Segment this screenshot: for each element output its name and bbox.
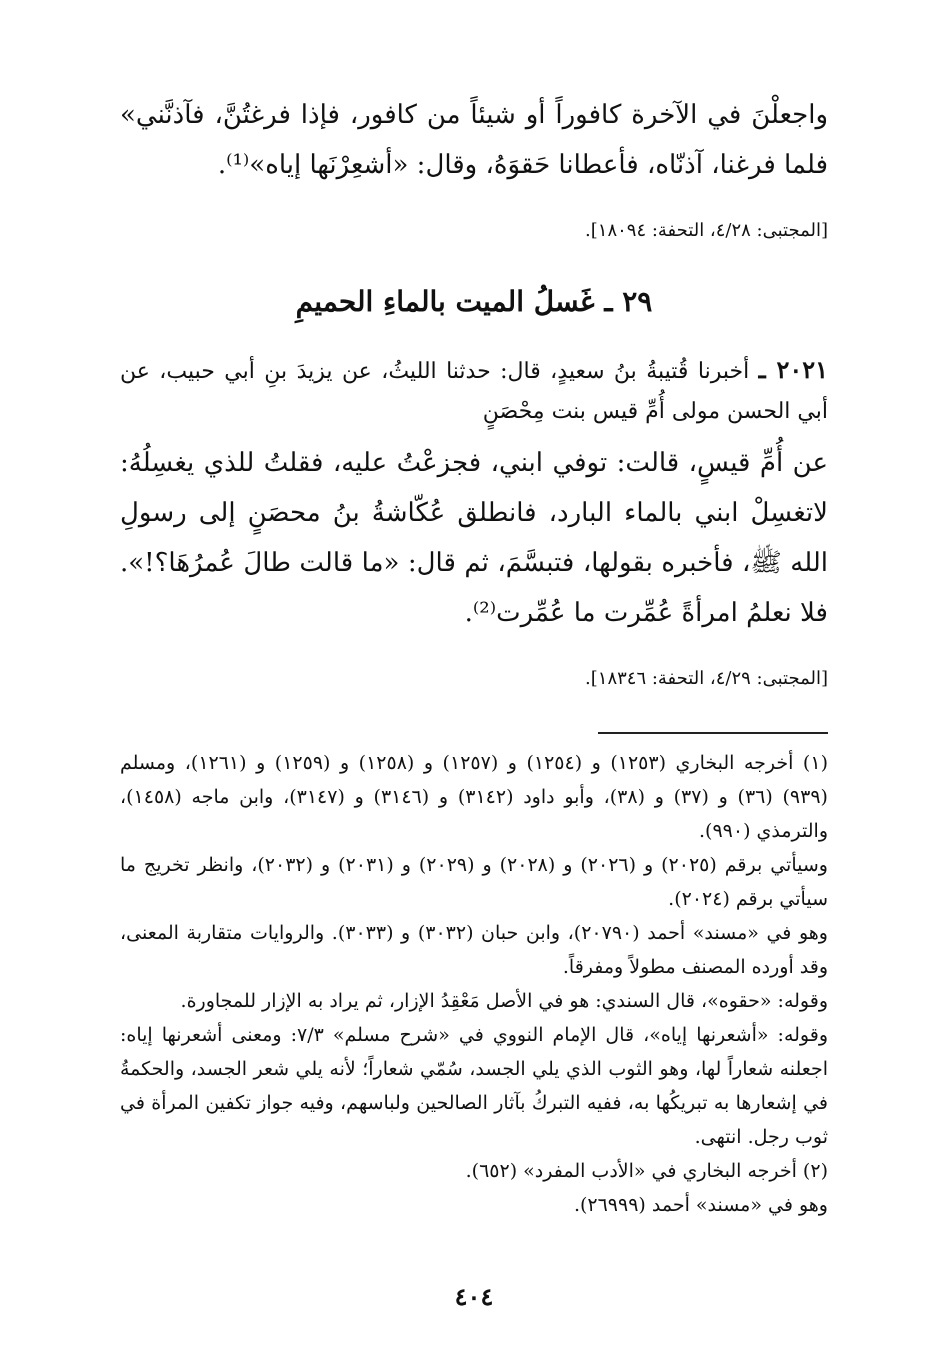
top-paragraph: واجعلْنَ في الآخرة كافوراً أو شيئاً من كافور، فإذا فرغتُنَّ، فآذنَّني» فلما فرغنا، آذنّاه، فأعطانا حَقوَهُ، وقال: «أشعِرْنَها إياه»⁽¹⁾. <box>120 100 828 180</box>
footnote: (٢) أخرجه البخاري في «الأدب المفرد» (٦٥٢). <box>465 1160 828 1182</box>
chapter-title: ٢٩ ـ غَسلُ الميت بالماءِ الحميمِ <box>295 285 653 318</box>
footnote: (١) أخرجه البخاري (١٢٥٣) و (١٢٥٤) و (١٢٥٧) و (١٢٥٨) و (١٢٥٩) و (١٢٦١)، ومسلم (٩٣٩) (٣٦) و (٣٧) و (٣٨)، وأبو داود (٣١٤٢) و (٣١٤٦) و (٣١٤٧)، وابن ماجه (١٤٥٨)، والترمذي (٩٩٠). <box>120 752 828 842</box>
footnote: وهو في «مسند» أحمد (٢٦٩٩٩). <box>573 1194 828 1216</box>
page-number: ٤٠٤ <box>454 1282 494 1311</box>
footnote: وهو في «مسند» أحمد (٢٠٧٩٠)، وابن حبان (٣٠٣٢) و (٣٠٣٣). والروايات متقاربة المعنى، وقد أورده المصنف مطولاً ومفرقاً. <box>120 922 828 978</box>
footnote-divider <box>598 732 828 734</box>
footnote: وقوله: «حقوه»، قال السندي: هو في الأصل مَعْقِدُ الإزار، ثم يراد به الإزار للمجاورة. <box>180 990 828 1012</box>
hadith-number: ٢٠٢١ ـ <box>758 355 828 384</box>
page-body <box>120 90 828 1222</box>
hadith-matn: عن أُمِّ قيسٍ، قالت: توفي ابني، فجزعْتُ عليه، فقلتُ للذي يغسِلُهُ: لاتغسِلْ ابني بالماء البارد، فانطلق عُكّاشةُ بنُ محصَنٍ إلى رسولِ الله ﷺ، فأخبره بقولها، فتبسَّمَ، ثم قال: «ما قالت طالَ عُمرُهَا؟!». فلا نعلمُ امرأةً عُمِّرت ما عُمِّرت⁽²⁾. <box>120 448 828 628</box>
isnad-text: أخبرنا قُتيبةُ بنُ سعيدٍ، قال: حدثنا الليثُ، عن يزيدَ بنِ أبي حبيب، عن أبي الحسن مولى أُمِّ قيس بنت مِحْصَنٍ <box>120 359 828 424</box>
reference-2: [المجتبى: ٤/٢٩، التحفة: ١٨٣٤٦]. <box>585 668 828 689</box>
hadith-isnad <box>120 350 828 432</box>
footnote: وسيأتي برقم (٢٠٢٥) و (٢٠٢٦) و (٢٠٢٨) و (٢٠٢٩) و (٢٠٣١) و (٢٠٣٢)، وانظر تخريج ما سيأتي برقم (٢٠٢٤). <box>120 854 828 910</box>
footnote: وقوله: «أشعرنها إياه»، قال الإمام النووي في «شرح مسلم» ٧/٣: ومعنى أشعرنها إياه: اجعلنه شعاراً لها، وهو الثوب الذي يلي الجسد، سُمّي شعاراً؛ لأنه يلي شعر الجسد، والحكمةُ في إشعارها به تبريكُها به، ففيه التبركُ بآثار الصالحين ولباسهم، وفيه جواز تكفين المرأة في ثوب رجل. انتهى. <box>120 1024 828 1148</box>
footnotes <box>120 746 828 1222</box>
reference-1: [المجتبى: ٤/٢٨، التحفة: ١٨٠٩٤]. <box>585 220 828 241</box>
